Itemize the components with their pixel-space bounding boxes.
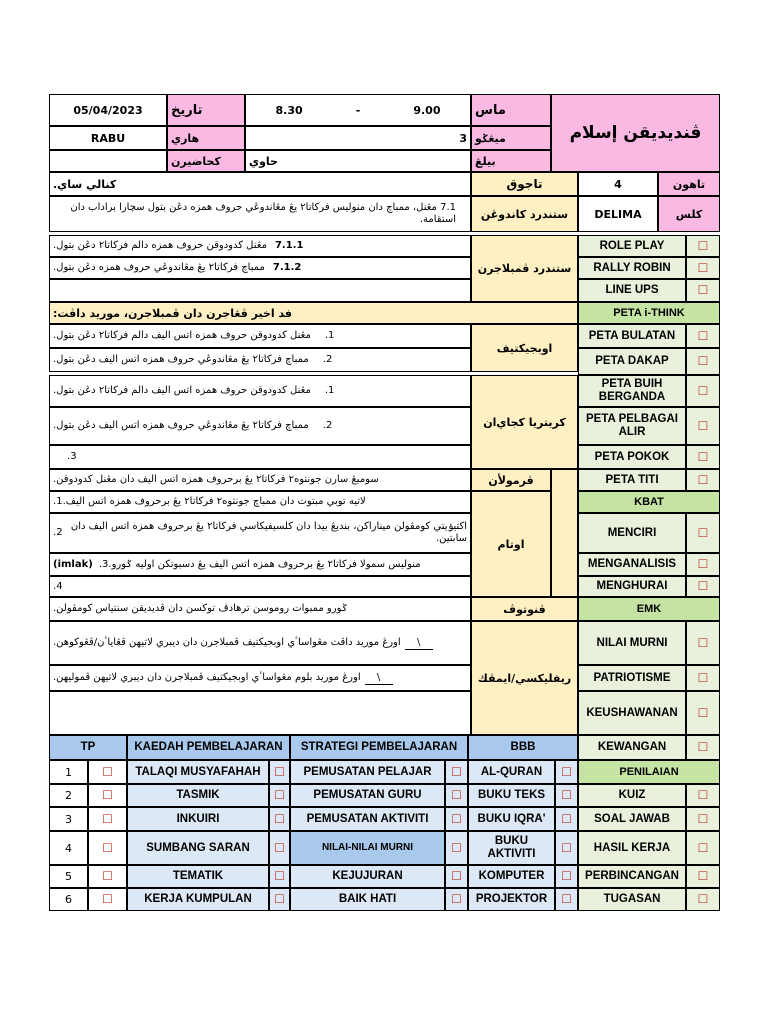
tp-number: 1: [49, 760, 88, 784]
tp-number: 3: [49, 807, 88, 831]
year-value: 4: [578, 172, 658, 196]
objective-text: مڠنل كدودوقن حروف همزه اتس اليف دالم فركاتا٢ دڠن بتول.: [53, 330, 311, 341]
option-label-menghurai: MENGHURAI: [578, 576, 686, 597]
section-header-emk: EMK: [578, 597, 720, 621]
criteria-item: [49, 445, 471, 469]
reflection-text: اورڠ موريد داڤت مڠواساٴي اوبجيكتيف ڤمبلاجرن دان ديبري لاتيهن ڤڠاياٴن/ڤڠوكوهن.: [53, 637, 401, 648]
checkbox-keushawanan[interactable]: ☐: [686, 691, 720, 735]
strategi-checkbox[interactable]: ☐: [445, 784, 468, 807]
kaedah-label: INKUIRI: [127, 807, 269, 831]
checkbox-role-play[interactable]: ☐: [686, 235, 720, 257]
tp-checkbox[interactable]: ☐: [88, 888, 127, 911]
learning-standard-num: 7.1.1: [274, 240, 304, 251]
strategi-label: NILAI-NILAI MURNI: [290, 831, 445, 865]
strategi-label: BAIK HATI: [290, 888, 445, 911]
option-label-kuiz: KUIZ: [578, 784, 686, 807]
strategi-checkbox[interactable]: ☐: [445, 807, 468, 831]
tp-number: 6: [49, 888, 88, 911]
objective-text: ممباچ فركاتا٢ يڠ مڠاندوڠي حروف همزه اتس اليف دڠن بتول.: [53, 354, 309, 365]
checkbox-soal-jawab[interactable]: ☐: [686, 807, 720, 831]
checkbox-kuiz[interactable]: ☐: [686, 784, 720, 807]
option-label-menciri: MENCIRI: [578, 513, 686, 553]
class-value: DELIMA: [578, 196, 658, 232]
closing-label: ڤنوتوڤ: [471, 597, 578, 621]
day-value: RABU: [49, 126, 167, 150]
objective-item: [49, 324, 471, 348]
activity-item: [49, 513, 471, 553]
tp-checkbox[interactable]: ☐: [88, 865, 127, 888]
kaedah-label: TASMIK: [127, 784, 269, 807]
checkbox-rally-robin[interactable]: ☐: [686, 257, 720, 279]
attendance-label: كحاضيرن: [167, 150, 245, 172]
checkbox-line-ups[interactable]: ☐: [686, 279, 720, 302]
criteria-item: [49, 407, 471, 445]
tp-checkbox[interactable]: ☐: [88, 807, 127, 831]
content-standard-text: 7.1 مڠنل، ممباچ دان منوليس فركاتا٢ يڠ مڠاندوڠي حروف همزه دڠن بتول سچارا براداب دان استقامة.: [49, 196, 471, 232]
checkbox-kewangan[interactable]: ☐: [686, 735, 720, 760]
reflection-blank-row: [49, 691, 471, 735]
bbb-label: BUKU AKTIVITI: [468, 831, 555, 865]
criteria-num: 1.: [324, 385, 335, 396]
tp-checkbox[interactable]: ☐: [88, 760, 127, 784]
criteria-text: ممباچ فركاتا٢ يڠ مڠاندوڠي حروف همزه اتس اليف دڠن بتول.: [53, 420, 309, 431]
checkbox-hasil-kerja[interactable]: ☐: [686, 831, 720, 865]
strategi-checkbox[interactable]: ☐: [445, 865, 468, 888]
kaedah-checkbox[interactable]: ☐: [269, 807, 290, 831]
checkbox-tugasan[interactable]: ☐: [686, 888, 720, 911]
option-label-perbincangan: PERBINCANGAN: [578, 865, 686, 888]
kaedah-checkbox[interactable]: ☐: [269, 888, 290, 911]
bbb-checkbox[interactable]: ☐: [555, 760, 578, 784]
strategi-checkbox[interactable]: ☐: [445, 760, 468, 784]
time-separator: -: [355, 103, 361, 117]
closing-text: ݢورو ممبوات روموسن ترهادڤ توكسن دان ڤديديقن سنتياس كومڤولن.: [49, 597, 471, 621]
time-range: [245, 94, 471, 126]
bbb-label: AL-QURAN: [468, 760, 555, 784]
checkbox-peta-dakap[interactable]: ☐: [686, 348, 720, 375]
week-label: ميڠݢو: [471, 126, 551, 150]
objective-item: [49, 348, 471, 372]
kaedah-checkbox[interactable]: ☐: [269, 865, 290, 888]
learning-standard-num: 7.1.2: [272, 262, 302, 273]
activity-num: 2.: [53, 527, 63, 538]
bbb-checkbox[interactable]: ☐: [555, 888, 578, 911]
bbb-checkbox[interactable]: ☐: [555, 865, 578, 888]
option-label-hasil-kerja: HASIL KERJA: [578, 831, 686, 865]
day-label: هاري: [167, 126, 245, 150]
bbb-checkbox[interactable]: ☐: [555, 784, 578, 807]
count-label: بيلڠ: [471, 150, 551, 172]
checkbox-peta-pokok[interactable]: ☐: [686, 445, 720, 469]
strategi-label: PEMUSATAN AKTIVITI: [290, 807, 445, 831]
kaedah-label: TEMATIK: [127, 865, 269, 888]
learning-standard-label: ستندرد ڤمبلاجرن: [471, 235, 578, 302]
option-label-peta-titi: PETA TITI: [578, 469, 686, 491]
topic-label: تاجوق: [471, 172, 578, 196]
option-label-role-play: ROLE PLAY: [578, 235, 686, 257]
header-kaedah: KAEDAH PEMBELAJARAN: [127, 735, 290, 760]
learning-standard-blank: [49, 279, 471, 302]
class-label: كلس: [658, 196, 720, 232]
activity-num: 1.: [53, 496, 63, 507]
tp-number: 4: [49, 831, 88, 865]
option-label-keushawanan: KEUSHAWANAN: [578, 691, 686, 735]
checkbox-perbincangan[interactable]: ☐: [686, 865, 720, 888]
learning-standard-text: مڠنل كدودوقن حروف همزه دالم فركاتا٢ دڠن بتول.: [53, 240, 267, 251]
checkbox-menghurai[interactable]: ☐: [686, 576, 720, 597]
option-label-peta-pelbagai-alir: PETA PELBAGAI ALIR: [578, 407, 686, 445]
activity-side-cell: [551, 469, 578, 597]
formula-label: ڤرمولأن: [471, 469, 551, 491]
section-header-peta-i-think: PETA i-THINK: [578, 302, 720, 324]
section-header-penilaian: PENILAIAN: [578, 760, 720, 784]
reflection-item: [49, 665, 471, 691]
header-strategi: STRATEGI PEMBELAJARAN: [290, 735, 468, 760]
learning-standard-item: [49, 235, 471, 257]
option-label-patriotisme: PATRIOTISME: [578, 665, 686, 691]
activity-item: [49, 576, 471, 597]
criteria-label: كريتريا كجاي‌ان: [471, 375, 578, 469]
criteria-num: 2.: [322, 420, 333, 431]
kaedah-checkbox[interactable]: ☐: [269, 831, 290, 865]
option-label-peta-bulatan: PETA BULATAN: [578, 324, 686, 348]
option-label-rally-robin: RALLY ROBIN: [578, 257, 686, 279]
criteria-item: [49, 375, 471, 407]
bbb-checkbox[interactable]: ☐: [555, 831, 578, 865]
strategi-label: KEJUJURAN: [290, 865, 445, 888]
date-label: تاريخ: [167, 94, 245, 126]
checkbox-menganalisis[interactable]: ☐: [686, 553, 720, 576]
subject-title: ڤنديديقن إسلام: [551, 94, 720, 172]
option-label-menganalisis: MENGANALISIS: [578, 553, 686, 576]
year-label: تاهون: [658, 172, 720, 196]
kaedah-checkbox[interactable]: ☐: [269, 784, 290, 807]
date-value: 05/04/2023: [49, 94, 167, 126]
reflection-blank: \: [405, 637, 433, 650]
reflection-text: اورڠ موريد بلوم مڠواساٴي اوبجيكتيف ڤمبلاجرن دان ديبري لاتيهن ڤموليهن.: [53, 672, 361, 683]
strategi-checkbox[interactable]: ☐: [445, 888, 468, 911]
objective-heading: فد اخير ڤڠاجرن دان ڤمبلاجرن، موريد داڤت:: [49, 302, 578, 324]
content-standard-label: ستندرد كاندوڠن: [471, 196, 578, 232]
activity-text: منوليس سمولا فركاتا٢ يڠ برحروف همزه اتس اليف يڠ دسبوتكن اوليه ݢورو.: [108, 558, 421, 570]
activity-num: 3.: [98, 558, 109, 570]
option-label-peta-pokok: PETA POKOK: [578, 445, 686, 469]
tp-checkbox[interactable]: ☐: [88, 831, 127, 865]
kaedah-label: KERJA KUMPULAN: [127, 888, 269, 911]
activity-text: اكتيۏيتي كومڤولن ميناراكن، بنديڠ بيدا دان كلسيفيكاسي فركاتا٢ يڠ برحروف همزه اتس اليف دان سابتين.: [70, 521, 467, 544]
tp-number: 5: [49, 865, 88, 888]
option-label-peta-dakap: PETA DAKAP: [578, 348, 686, 375]
time-label: ماس: [471, 94, 551, 126]
checkbox-menciri[interactable]: ☐: [686, 513, 720, 553]
option-label-line-ups: LINE UPS: [578, 279, 686, 302]
bbb-label: KOMPUTER: [468, 865, 555, 888]
activity-label: اوتام: [471, 491, 551, 597]
week-value: 3: [245, 126, 471, 150]
checkbox-nilai-murni[interactable]: ☐: [686, 621, 720, 665]
checkbox-peta-pelbagai-alir[interactable]: ☐: [686, 407, 720, 445]
header-tp: TP: [49, 735, 127, 760]
kaedah-label: TALAQI MUSYAFAHAH: [127, 760, 269, 784]
tp-checkbox[interactable]: ☐: [88, 784, 127, 807]
kaedah-checkbox[interactable]: ☐: [269, 760, 290, 784]
objective-num: 2.: [322, 354, 333, 365]
header-bbb: BBB: [468, 735, 578, 760]
option-label-peta-buih-berganda: PETA BUIH BERGANDA: [578, 375, 686, 407]
activity-text: لاتيه توبي مبتوت دان ممباچ جونتوه٢ فركاتا٢ يڠ برحروف همزه اتس اليف.: [62, 496, 366, 507]
criteria-num: 3.: [67, 451, 77, 462]
section-header-kbat: KBAT: [578, 491, 720, 513]
checkbox-peta-titi[interactable]: ☐: [686, 469, 720, 491]
option-label-tugasan: TUGASAN: [578, 888, 686, 911]
activity-item: [49, 553, 471, 576]
strategi-label: PEMUSATAN PELAJAR: [290, 760, 445, 784]
checkbox-patriotisme[interactable]: ☐: [686, 665, 720, 691]
objective-num: 1.: [324, 330, 335, 341]
activity-item: [49, 491, 471, 513]
reflection-item: [49, 621, 471, 665]
bbb-label: BUKU IQRA': [468, 807, 555, 831]
reflection-label: ريفليكسي/ايمڤك: [471, 621, 578, 735]
bbb-label: BUKU TEKS: [468, 784, 555, 807]
count-value: حاوي: [245, 150, 471, 172]
time-end: 9.00: [413, 103, 441, 117]
learning-standard-item: [49, 257, 471, 279]
attendance-value: [49, 150, 167, 172]
strategi-label: PEMUSATAN GURU: [290, 784, 445, 807]
topic-value: كنالي ساي.: [49, 172, 471, 196]
option-label-nilai-murni: NILAI MURNI: [578, 621, 686, 665]
option-label-soal-jawab: SOAL JAWAB: [578, 807, 686, 831]
bbb-label: PROJEKTOR: [468, 888, 555, 911]
activity-num: 4.: [53, 580, 63, 592]
activity-suffix: (imlak): [53, 558, 93, 570]
strategi-checkbox[interactable]: ☐: [445, 831, 468, 865]
formula-text: سومبڠ سارن جونتوه٢ فركاتا٢ يڠ برحروف همزه اتس اليف دان مڠنل كدودوقن.: [49, 469, 471, 491]
criteria-text: مڠنل كدودوقن حروف همزه اتس اليف دالم فركاتا٢ دڠن بتول.: [53, 385, 311, 396]
time-start: 8.30: [275, 103, 303, 117]
checkbox-peta-buih-berganda[interactable]: ☐: [686, 375, 720, 407]
learning-standard-text: ممباچ فركاتا٢ يڠ مڠاندوڠي حروف همزه دڠن بتول.: [53, 262, 265, 273]
reflection-blank: \: [365, 672, 393, 685]
option-label-kewangan: KEWANGAN: [578, 735, 686, 760]
kaedah-label: SUMBANG SARAN: [127, 831, 269, 865]
tp-number: 2: [49, 784, 88, 807]
checkbox-peta-bulatan[interactable]: ☐: [686, 324, 720, 348]
bbb-checkbox[interactable]: ☐: [555, 807, 578, 831]
objective-label: اوبجيكتيف: [471, 324, 578, 372]
